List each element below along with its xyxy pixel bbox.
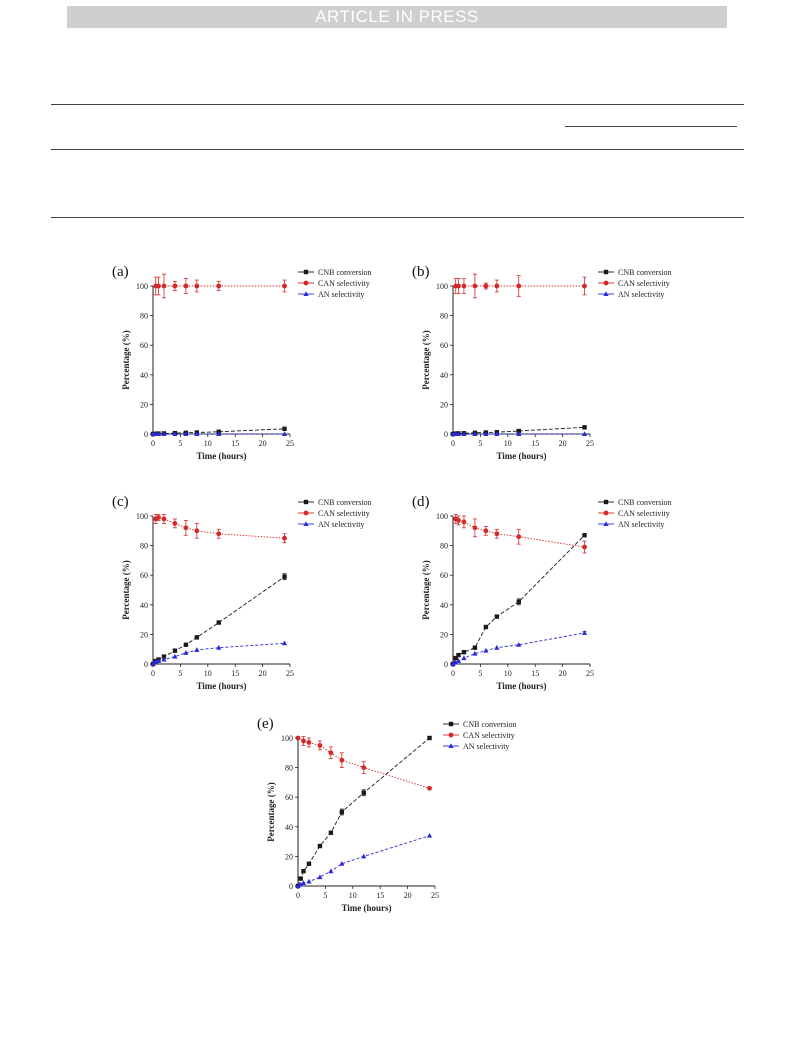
x-tick-label: 10	[503, 439, 512, 448]
data-point-can	[494, 531, 499, 536]
x-axis-title: Time (hours)	[196, 451, 247, 461]
data-point-can	[156, 284, 161, 289]
x-tick-label: 10	[203, 439, 212, 448]
x-tick-label: 0	[451, 439, 455, 448]
chart-svg	[410, 258, 710, 478]
legend-item-can	[298, 279, 370, 288]
data-point-can	[494, 284, 499, 289]
data-point-an	[582, 630, 587, 635]
data-point-can	[462, 520, 467, 525]
chart-panel-e	[255, 710, 555, 930]
series-cnb	[296, 736, 432, 888]
legend-label: AN selectivity	[618, 290, 665, 299]
data-point-can	[328, 750, 333, 755]
legend-label: AN selectivity	[618, 520, 665, 529]
data-point-cnb	[195, 635, 199, 639]
y-tick-label: 80	[440, 311, 448, 321]
legend-marker	[304, 270, 308, 274]
legend-label: AN selectivity	[463, 742, 510, 751]
data-point-an	[306, 879, 311, 884]
x-tick-label: 25	[286, 439, 294, 448]
series-an	[450, 630, 587, 666]
chart-svg	[410, 488, 710, 708]
x-tick-label: 15	[376, 891, 385, 900]
y-tick-label: 20	[285, 852, 293, 862]
chart-panel-b	[410, 258, 710, 478]
data-point-cnb	[173, 648, 177, 652]
legend-label: CAN selectivity	[463, 731, 515, 740]
plot-frame	[450, 286, 590, 437]
data-point-cnb	[362, 791, 366, 795]
y-tick-label: 0	[144, 660, 148, 669]
legend	[298, 268, 372, 299]
y-tick-label: 60	[140, 571, 148, 581]
legend-marker	[604, 281, 609, 286]
legend-item-an	[598, 290, 664, 299]
y-tick-label: 0	[444, 660, 448, 669]
data-point-can	[194, 528, 199, 533]
chart-svg	[110, 258, 410, 478]
data-point-can	[173, 521, 178, 526]
y-tick-label: 100	[136, 512, 148, 521]
data-point-cnb	[282, 574, 286, 578]
legend	[598, 498, 672, 529]
data-point-cnb	[318, 844, 322, 848]
legend	[598, 268, 672, 299]
y-axis-title: Percentage (%)	[121, 560, 131, 620]
y-tick-label: 100	[281, 734, 293, 743]
data-point-can	[473, 525, 478, 530]
x-tick-label: 0	[296, 891, 300, 900]
x-tick-label: 20	[258, 669, 267, 678]
y-axis-title: Percentage (%)	[421, 560, 431, 620]
header-rule-top	[51, 104, 744, 105]
data-point-cnb	[427, 736, 431, 740]
data-point-an	[494, 645, 499, 650]
x-tick-label: 0	[451, 669, 455, 678]
legend-label: CAN selectivity	[618, 509, 670, 518]
series-cnb	[151, 574, 287, 666]
legend-item-an	[298, 520, 364, 529]
data-point-an	[282, 640, 287, 645]
article-in-press-banner: ARTICLE IN PRESS	[67, 6, 727, 28]
legend-label: CNB conversion	[618, 498, 672, 507]
x-axis-title: Time (hours)	[496, 681, 547, 691]
y-tick-label: 80	[140, 541, 148, 551]
data-point-an	[361, 854, 366, 859]
x-tick-label: 5	[178, 439, 183, 448]
x-axis-title: Time (hours)	[196, 681, 247, 691]
plot-frame	[150, 516, 290, 667]
data-point-cnb	[184, 643, 188, 647]
series-line-cnb	[298, 738, 430, 886]
data-point-can	[307, 740, 312, 745]
x-tick-label: 20	[403, 891, 412, 900]
y-axis-title: Percentage (%)	[121, 330, 131, 390]
data-point-cnb	[473, 646, 477, 650]
legend-item-can	[598, 279, 670, 288]
x-tick-label: 20	[558, 439, 567, 448]
legend-label: CNB conversion	[318, 498, 372, 507]
legend-label: CAN selectivity	[318, 279, 370, 288]
data-point-cnb	[582, 425, 586, 429]
data-point-can	[173, 284, 178, 289]
y-tick-label: 80	[140, 311, 148, 321]
data-point-can	[456, 284, 461, 289]
legend-item-can	[298, 509, 370, 518]
legend-label: AN selectivity	[318, 290, 365, 299]
data-point-can	[462, 284, 467, 289]
x-tick-label: 25	[431, 891, 439, 900]
data-point-cnb	[299, 876, 303, 880]
y-axis-title: Percentage (%)	[421, 330, 431, 390]
legend-label: CNB conversion	[463, 720, 517, 729]
legend	[443, 720, 517, 751]
data-point-can	[162, 284, 167, 289]
legend-label: AN selectivity	[318, 520, 365, 529]
data-point-can	[216, 531, 221, 536]
y-tick-label: 40	[285, 822, 293, 832]
series-an	[295, 833, 432, 888]
data-point-cnb	[582, 533, 586, 537]
y-tick-label: 60	[440, 341, 448, 351]
x-tick-label: 15	[531, 669, 540, 678]
y-tick-label: 60	[140, 341, 148, 351]
legend-label: CNB conversion	[318, 268, 372, 277]
x-tick-label: 20	[558, 669, 567, 678]
chart-svg	[110, 488, 410, 708]
x-tick-label: 10	[503, 669, 512, 678]
legend-item-cnb	[298, 268, 372, 277]
data-point-an	[461, 655, 466, 660]
y-tick-label: 20	[440, 630, 448, 640]
y-axis-title: Percentage (%)	[266, 782, 276, 842]
panel-label: (a)	[112, 264, 129, 280]
plot-frame	[295, 738, 435, 889]
legend-marker	[304, 281, 309, 286]
x-tick-label: 20	[258, 439, 267, 448]
y-tick-label: 100	[436, 512, 448, 521]
data-point-cnb	[217, 620, 221, 624]
panel-label: (d)	[412, 494, 430, 510]
data-point-can	[194, 284, 199, 289]
data-point-cnb	[495, 614, 499, 618]
series-can	[453, 274, 587, 298]
data-point-can	[296, 736, 301, 741]
legend-item-can	[443, 731, 515, 740]
data-point-can	[483, 528, 488, 533]
data-point-an	[301, 880, 306, 885]
x-tick-label: 5	[323, 891, 328, 900]
data-point-can	[516, 284, 521, 289]
plot-frame	[150, 286, 290, 437]
x-tick-label: 25	[286, 669, 294, 678]
y-tick-label: 0	[289, 882, 293, 891]
series-can	[453, 515, 587, 553]
header-rule-bottom	[51, 217, 744, 218]
chart-svg	[255, 710, 555, 930]
y-tick-label: 0	[444, 430, 448, 439]
x-tick-label: 15	[531, 439, 540, 448]
data-point-can	[216, 284, 221, 289]
x-tick-label: 5	[178, 669, 183, 678]
chart-panel-d	[410, 488, 710, 708]
legend-marker	[304, 511, 309, 516]
panel-label: (b)	[412, 264, 430, 280]
data-point-cnb	[329, 831, 333, 835]
y-tick-label: 60	[440, 571, 448, 581]
data-point-an	[328, 868, 333, 873]
data-point-an	[427, 833, 432, 838]
x-axis-title: Time (hours)	[496, 451, 547, 461]
header-rule-short	[565, 126, 737, 127]
x-tick-label: 0	[151, 669, 155, 678]
y-tick-label: 100	[436, 282, 448, 291]
series-can	[153, 274, 287, 298]
legend-marker	[604, 511, 609, 516]
legend-marker	[304, 500, 308, 504]
legend-item-cnb	[598, 498, 672, 507]
panel-label: (c)	[112, 494, 129, 510]
legend-item-cnb	[443, 720, 517, 729]
data-point-can	[483, 284, 488, 289]
x-tick-label: 5	[478, 669, 483, 678]
series-can	[296, 736, 432, 791]
y-tick-label: 40	[140, 370, 148, 380]
x-tick-label: 25	[586, 669, 594, 678]
data-point-can	[339, 758, 344, 763]
y-tick-label: 20	[140, 630, 148, 640]
legend-item-an	[298, 290, 364, 299]
legend-marker	[604, 270, 608, 274]
x-tick-label: 0	[151, 439, 155, 448]
x-tick-label: 10	[348, 891, 357, 900]
y-tick-label: 20	[140, 400, 148, 410]
data-point-cnb	[456, 653, 460, 657]
y-tick-label: 80	[440, 541, 448, 551]
y-tick-label: 0	[144, 430, 148, 439]
data-point-cnb	[484, 625, 488, 629]
data-point-cnb	[340, 810, 344, 814]
legend-item-cnb	[598, 268, 672, 277]
legend-label: CAN selectivity	[618, 279, 670, 288]
data-point-can	[516, 534, 521, 539]
data-point-can	[282, 284, 287, 289]
data-point-an	[194, 647, 199, 652]
data-point-can	[183, 525, 188, 530]
chart-panel-a	[110, 258, 410, 478]
legend	[298, 498, 372, 529]
y-tick-label: 60	[285, 793, 293, 803]
panel-label: (e)	[257, 716, 274, 732]
legend-marker	[604, 500, 608, 504]
y-tick-label: 100	[136, 282, 148, 291]
data-point-cnb	[282, 427, 286, 431]
x-tick-label: 15	[231, 669, 240, 678]
x-tick-label: 15	[231, 439, 240, 448]
data-point-can	[183, 284, 188, 289]
legend-marker	[449, 722, 453, 726]
header-rule-middle	[51, 149, 744, 150]
data-point-cnb	[517, 600, 521, 604]
legend-item-cnb	[298, 498, 372, 507]
legend-label: CAN selectivity	[318, 509, 370, 518]
legend-item-can	[598, 509, 670, 518]
data-point-can	[582, 545, 587, 550]
series-can	[153, 515, 287, 543]
y-tick-label: 40	[140, 600, 148, 610]
x-axis-title: Time (hours)	[341, 903, 392, 913]
data-point-can	[361, 765, 366, 770]
legend-item-an	[598, 520, 664, 529]
data-point-can	[156, 515, 161, 520]
data-point-can	[456, 518, 461, 523]
x-tick-label: 25	[586, 439, 594, 448]
data-point-an	[317, 874, 322, 879]
data-point-can	[282, 536, 287, 541]
data-point-can	[318, 743, 323, 748]
y-tick-label: 80	[285, 763, 293, 773]
chart-panel-c	[110, 488, 410, 708]
data-point-can	[301, 739, 306, 744]
data-point-cnb	[301, 869, 305, 873]
data-point-cnb	[462, 650, 466, 654]
y-tick-label: 40	[440, 370, 448, 380]
legend-label: CNB conversion	[618, 268, 672, 277]
y-tick-label: 40	[440, 600, 448, 610]
y-tick-label: 20	[440, 400, 448, 410]
data-point-can	[162, 517, 167, 522]
legend-marker	[449, 733, 454, 738]
x-tick-label: 5	[478, 439, 483, 448]
x-tick-label: 10	[203, 669, 212, 678]
legend-item-an	[443, 742, 509, 751]
data-point-can	[582, 284, 587, 289]
data-point-can	[473, 284, 478, 289]
data-point-can	[427, 786, 432, 791]
data-point-cnb	[307, 862, 311, 866]
